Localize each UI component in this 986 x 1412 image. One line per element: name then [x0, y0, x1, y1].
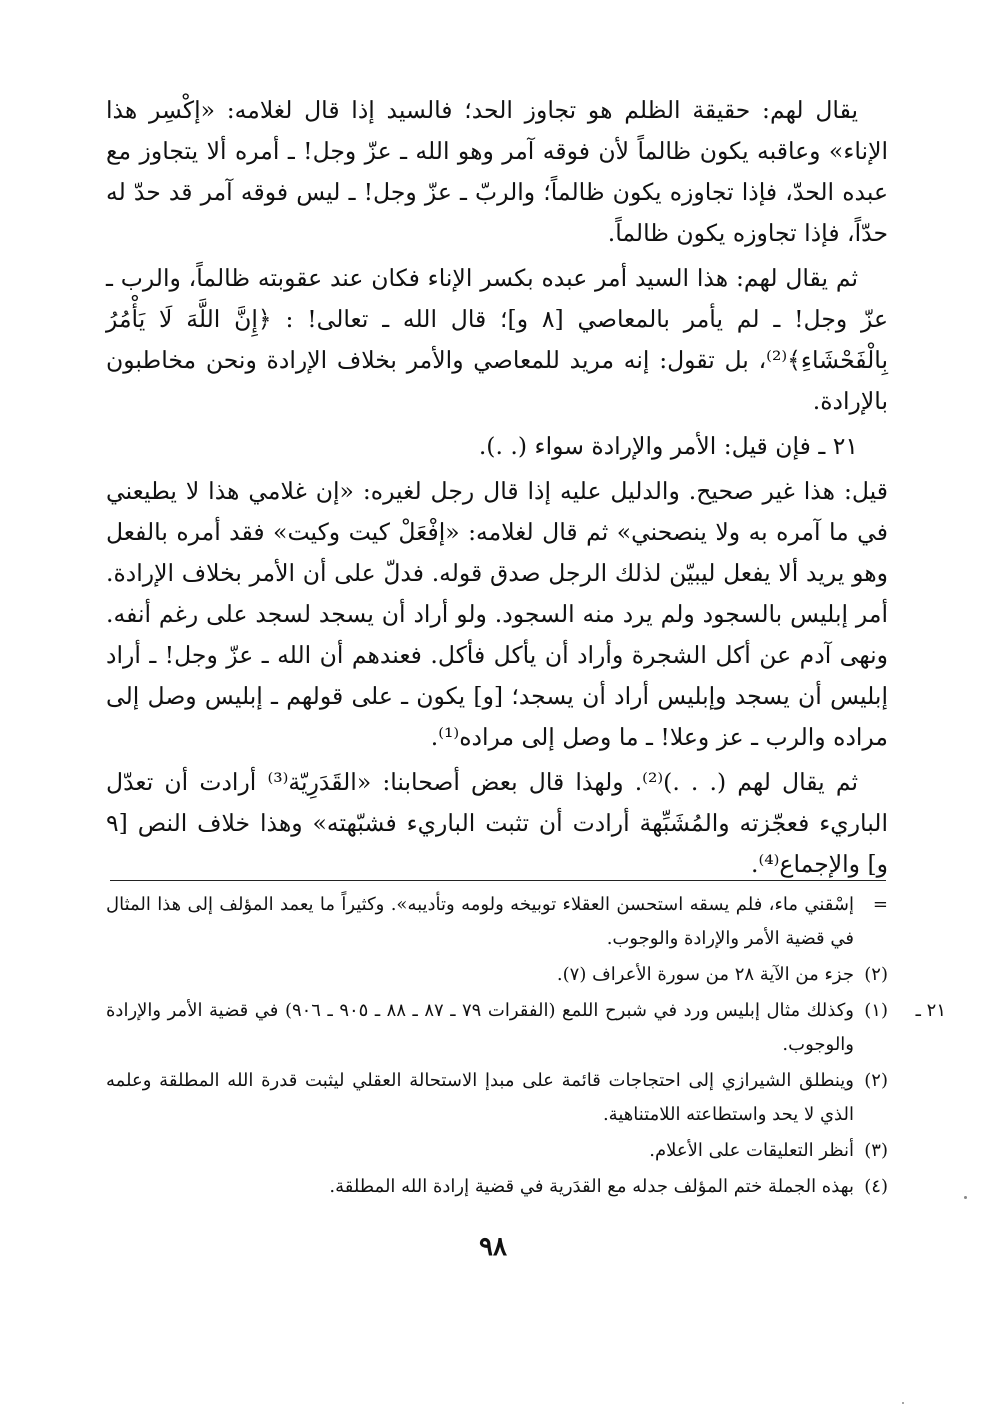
footnote-divider	[110, 880, 886, 881]
footnote-section-21-3	[106, 1134, 888, 1168]
footnote-2	[106, 958, 888, 992]
footnote-mark: =	[872, 894, 888, 915]
page-number: ٩٨	[479, 1232, 507, 1262]
paragraph-3-question: ٢١ ـ فإن قيل: الأمر والإرادة سواء (. .).	[478, 432, 858, 460]
footnote-text: وكذلك مثال إبليس ورد في شبرح اللمع (الفقرات ٧٩ ـ ٨٧ ـ ٨٨ ـ ٩٠٥ ـ ٩٠٦) في قضية الأمر والإرادة والوجوب.	[106, 1000, 854, 1055]
footnote-text: إسْقني ماء، فلم يسقه استحسن العقلاء توبيخه ولومه وتأديبه». وكثيراً ما يعمد المؤلف إلى هذا المثال في قضية الأمر والإرادة والوجوب.	[106, 894, 854, 949]
paragraph-1: يقال لهم: حقيقة الظلم هو تجاوز الحد؛ فالسيد إذا قال لغلامه: «إكْسِر هذا الإناء» وعاقبه يكون ظالماً لأن فوقه آمر وهو الله ـ عزّ وجل! ـ أمره ألا يتجاوز مع عبده الحدّ، فإذا تجاوزه يكون ظالماً؛ والربّ ـ عزّ وجل! ـ ليس فوقه آمر قد حدّ له حدّاً، فإذا تجاوزه يكون ظالماً.	[106, 96, 888, 247]
footnote-mark: (٤)	[864, 1176, 888, 1197]
footnote-section-21-4	[106, 1170, 888, 1204]
main-text	[106, 90, 888, 885]
paragraph-5: ثم يقال لهم (. . .)⁽²⁾. ولهذا قال بعض أصحابنا: «القَدَرِيّة⁽³⁾ أرادت أن تعدّل الباريء فعجّزته والمُشَبِّهة أرادت أن تثبت الباريء فشبّهته» وهذا خلاف النص [٩ و] والإجماع⁽⁴⁾.	[106, 768, 888, 878]
section-margin-number: ٢١ ـ	[915, 1000, 946, 1021]
footnote-text: وينطلق الشيرازي إلى احتجاجات قائمة على مبدإ الاستحالة العقلي ليثبت قدرة الله المطلقة وعلمه الذي لا يحد واستطاعته اللامتناهية.	[106, 1070, 854, 1125]
footnote-mark: (٣)	[864, 1140, 888, 1161]
paragraph-4: قيل: هذا غير صحيح. والدليل عليه إذا قال رجل لغيره: «إن غلامي هذا لا يطيعني في ما آمره به ولا ينصحني» ثم قال لغلامه: «إفْعَلْ كيت وكيت» فقد أمره بالفعل وهو يريد ألا يفعل ليبيّن لذلك الرجل صدق قوله. فدلّ على أن الأمر بخلاف الإرادة. أمر إبليس بالسجود ولم يرد منه السجود. ولو أراد أن يسجد لسجد على رغم أنفه. ونهى آدم عن أكل الشجرة وأراد أن يأكل فأكل. فعندهم أن الله ـ عزّ وجل! ـ أراد إبليس أن يسجد وإبليس أراد أن يسجد؛ [و] يكون ـ على قولهم ـ إبليس وصل إلى مراده والرب ـ عز وعلا! ـ ما وصل إلى مراده⁽¹⁾.	[106, 477, 888, 751]
footnote-continuation	[106, 888, 888, 956]
scan-speck	[964, 1196, 967, 1199]
footnotes	[106, 888, 946, 1204]
footnote-mark: (٢)	[864, 1070, 888, 1091]
footnote-mark: (١)	[864, 1000, 888, 1021]
footnote-section-21-2	[106, 1064, 888, 1132]
footnote-text: أنظر التعليقات على الأعلام.	[649, 1140, 854, 1161]
footnote-mark: (٢)	[864, 964, 888, 985]
paragraph-2: ثم يقال لهم: هذا السيد أمر عبده بكسر الإناء فكان عند عقوبته ظالماً، والرب ـ عزّ وجل! ـ لم يأمر بالمعاصي [٨ و]؛ قال الله ـ تعالى! : ﴿إِنَّ اللَّهَ لَا يَأْمُرُ بِالْفَحْشَاءِ﴾⁽²⁾، بل تقول: إنه مريد للمعاصي والأمر بخلاف الإرادة ونحن مخاطبون بالإرادة.	[106, 264, 888, 415]
footnote-text: بهذه الجملة ختم المؤلف جدله مع القدَرية في قضية إرادة الله المطلقة.	[329, 1176, 854, 1197]
scan-speck	[902, 1402, 904, 1404]
footnote-text: جزء من الآية ٢٨ من سورة الأعراف (٧).	[556, 964, 854, 985]
footnote-section-21-1	[106, 994, 946, 1062]
